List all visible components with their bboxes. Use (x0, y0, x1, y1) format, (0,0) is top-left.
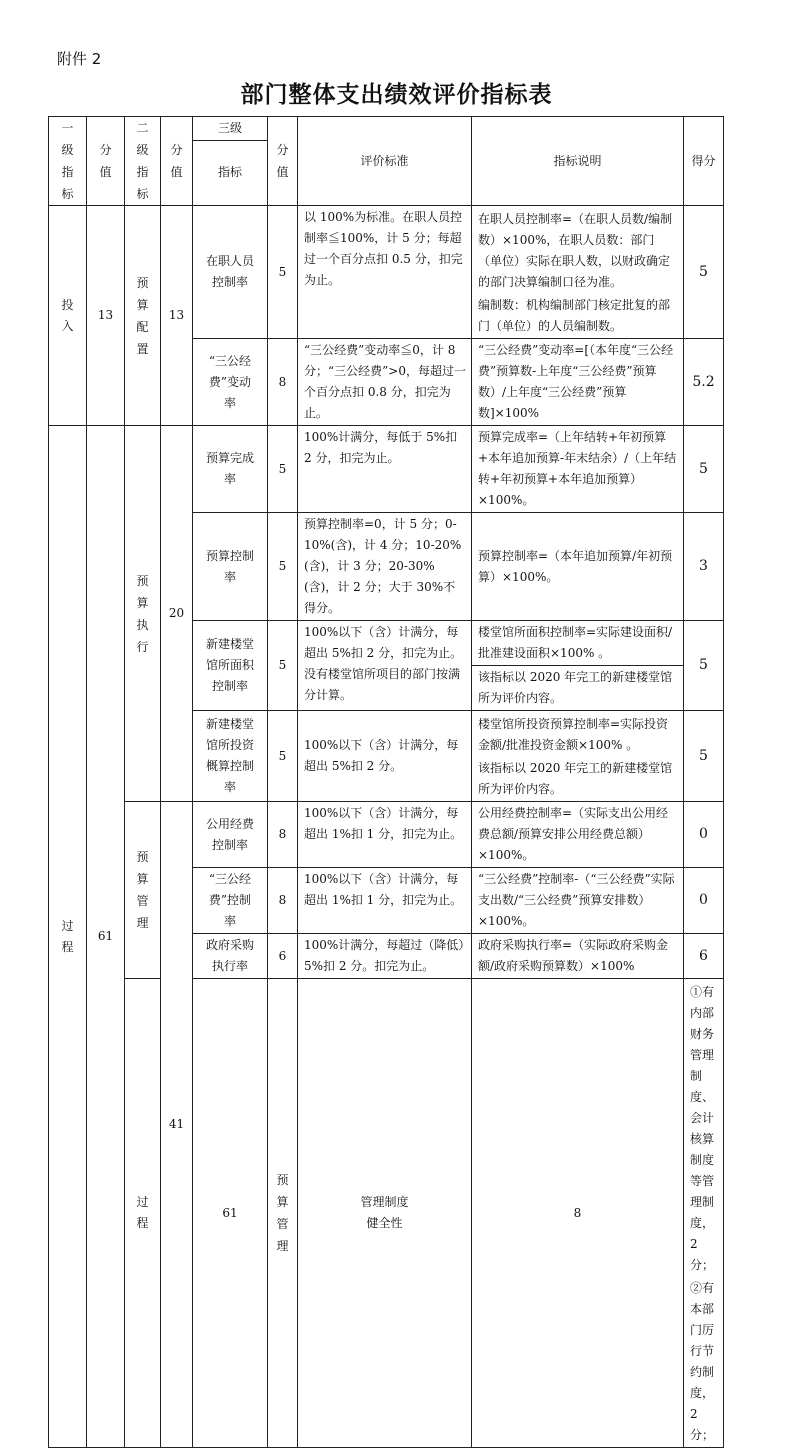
header-result: 得分 (684, 117, 724, 206)
indicator-criteria: 100%以下（含）计满分，每超出 1%扣 1 分，扣完为止。 (298, 802, 472, 868)
subgroup-budget-management: 预 算 管 理 (125, 802, 161, 979)
indicator-score: 8 (268, 802, 298, 868)
header-level1: 一 级 指 标 (49, 117, 87, 206)
header-score-3: 分 值 (268, 117, 298, 206)
indicator-result: 3 (684, 513, 724, 621)
header-level2: 二 级 指 标 (125, 117, 161, 206)
indicator-score: 6 (268, 934, 298, 979)
header-score-1: 分 值 (87, 117, 125, 206)
indicator-result: 0 (684, 802, 724, 868)
subgroup-budget-management-score: 41 (161, 802, 193, 1448)
indicator-result: 5 (684, 621, 724, 711)
indicator-name: 政府采购 执行率 (193, 934, 268, 979)
indicator-score: 8 (268, 868, 298, 934)
indicator-score: 8 (268, 339, 298, 426)
indicator-criteria: 100%计满分，每超过（降低）5%扣 2 分。扣完为止。 (298, 934, 472, 979)
indicator-description: 楼堂馆所投资预算控制率=实际投资金额/批准投资金额×100% 。 该指标以 2020 年完工的新建楼堂馆所为评价内容。 (472, 711, 684, 802)
indicator-name: 预算完成 率 (193, 426, 268, 513)
indicator-score: 5 (268, 426, 298, 513)
indicator-result: 6 (684, 934, 724, 979)
header-criteria: 评价标准 (298, 117, 472, 206)
indicator-score: 5 (268, 621, 298, 711)
indicator-criteria: 100%计满分，每低于 5%扣 2 分，扣完为止。 (298, 426, 472, 513)
group-process-2: 过 程 (125, 979, 161, 1448)
indicator-name: “三公经 费”变动 率 (193, 339, 268, 426)
subgroup-budget-management-2: 预 算 管 理 (268, 979, 298, 1448)
subgroup-budget-allocation-score: 13 (161, 206, 193, 426)
indicator-description: 预算控制率=（本年追加预算/年初预算）×100%。 (472, 513, 684, 621)
indicator-name: 新建楼堂 馆所投资 概算控制 率 (193, 711, 268, 802)
indicator-result: 5 (684, 426, 724, 513)
document-title: 部门整体支出绩效评价指标表 (240, 82, 553, 108)
indicator-name: 新建楼堂 馆所面积 控制率 (193, 621, 268, 711)
group-input: 投 入 (49, 206, 87, 426)
subgroup-budget-execution: 预 算 执 行 (125, 426, 161, 802)
indicator-criteria: 100%以下（含）计满分，每超出 1%扣 1 分，扣完为止。 (298, 868, 472, 934)
indicator-name: “三公经 费”控制 率 (193, 868, 268, 934)
group-process-score: 61 (87, 426, 125, 1448)
indicator-description: 楼堂馆所面积控制率=实际建设面积/批准建设面积×100% 。 该指标以 2020 年完工的新建楼堂馆所为评价内容。 (472, 621, 684, 711)
indicator-description: 公用经费控制率=（实际支出公用经费总额/预算安排公用经费总额）×100%。 (472, 802, 684, 868)
group-process: 过 程 (49, 426, 87, 1448)
indicator-result: 5 (684, 206, 724, 339)
header-description: 指标说明 (472, 117, 684, 206)
subgroup-budget-execution-score: 20 (161, 426, 193, 802)
header-indicator: 指标 (193, 140, 268, 205)
performance-indicator-table (48, 116, 724, 1448)
indicator-name: 在职人员 控制率 (193, 206, 268, 339)
indicator-result: 5 (684, 711, 724, 802)
indicator-name: 管理制度 健全性 (298, 979, 472, 1448)
indicator-description: 政府采购执行率=（实际政府采购金额/政府采购预算数）×100% (472, 934, 684, 979)
indicator-score: 5 (268, 711, 298, 802)
indicator-criteria: 100%以下（含）计满分，每超出 5%扣 2 分，扣完为止。没有楼堂馆所项目的部门按满分计算。 (298, 621, 472, 711)
indicator-name: 公用经费 控制率 (193, 802, 268, 868)
indicator-description: “三公经费”控制率-（“三公经费”实际支出数/“三公经费”预算安排数）×100%。 (472, 868, 684, 934)
indicator-criteria: 预算控制率=0，计 5 分；0-10%(含)，计 4 分；10-20%(含)，计 3 分；20-30%(含)，计 2 分；大于 30%不得分。 (298, 513, 472, 621)
indicator-description: 在职人员控制率=（在职人员数/编制数）×100%，在职人员数：部门（单位）实际在职人数，以财政确定的部门决算编制口径为准。 编制数：机构编制部门核定批复的部门（单位）的人员编制数。 (472, 206, 684, 339)
group-process-2-score: 61 (193, 979, 268, 1448)
indicator-score: 5 (268, 513, 298, 621)
group-input-score: 13 (87, 206, 125, 426)
indicator-criteria: 100%以下（含）计满分，每超出 5%扣 2 分。 (298, 711, 472, 802)
indicator-description: “三公经费”变动率=[（本年度“三公经费”预算数-上年度“三公经费”预算数）/上年度“三公经费”预算数]×100% (472, 339, 684, 426)
indicator-result: 0 (684, 868, 724, 934)
indicator-criteria: “三公经费”变动率≦0，计 8 分；“三公经费”>0，每超过一个百分点扣 0.8 分，扣完为止。 (298, 339, 472, 426)
indicator-score: 8 (472, 979, 684, 1448)
header-score-2: 分 值 (161, 117, 193, 206)
indicator-criteria: 以 100%为标准。在职人员控制率≦100%，计 5 分；每超过一个百分点扣 0.5 分，扣完为止。 (298, 206, 472, 339)
indicator-criteria: ①有内部财务管理制度、会计核算制度等管理制度，2 分； ②有本部门厉行节约制度，2 分； (684, 979, 724, 1448)
indicator-result: 5.2 (684, 339, 724, 426)
attachment-label: 附件 2 (57, 50, 102, 68)
indicator-name: 预算控制 率 (193, 513, 268, 621)
header-level3: 三级 (193, 117, 268, 141)
indicator-score: 5 (268, 206, 298, 339)
subgroup-budget-allocation: 预 算 配 置 (125, 206, 161, 426)
indicator-description: 预算完成率=（上年结转+年初预算+本年追加预算-年末结余）/（上年结转+年初预算+本年追加预算）×100%。 (472, 426, 684, 513)
